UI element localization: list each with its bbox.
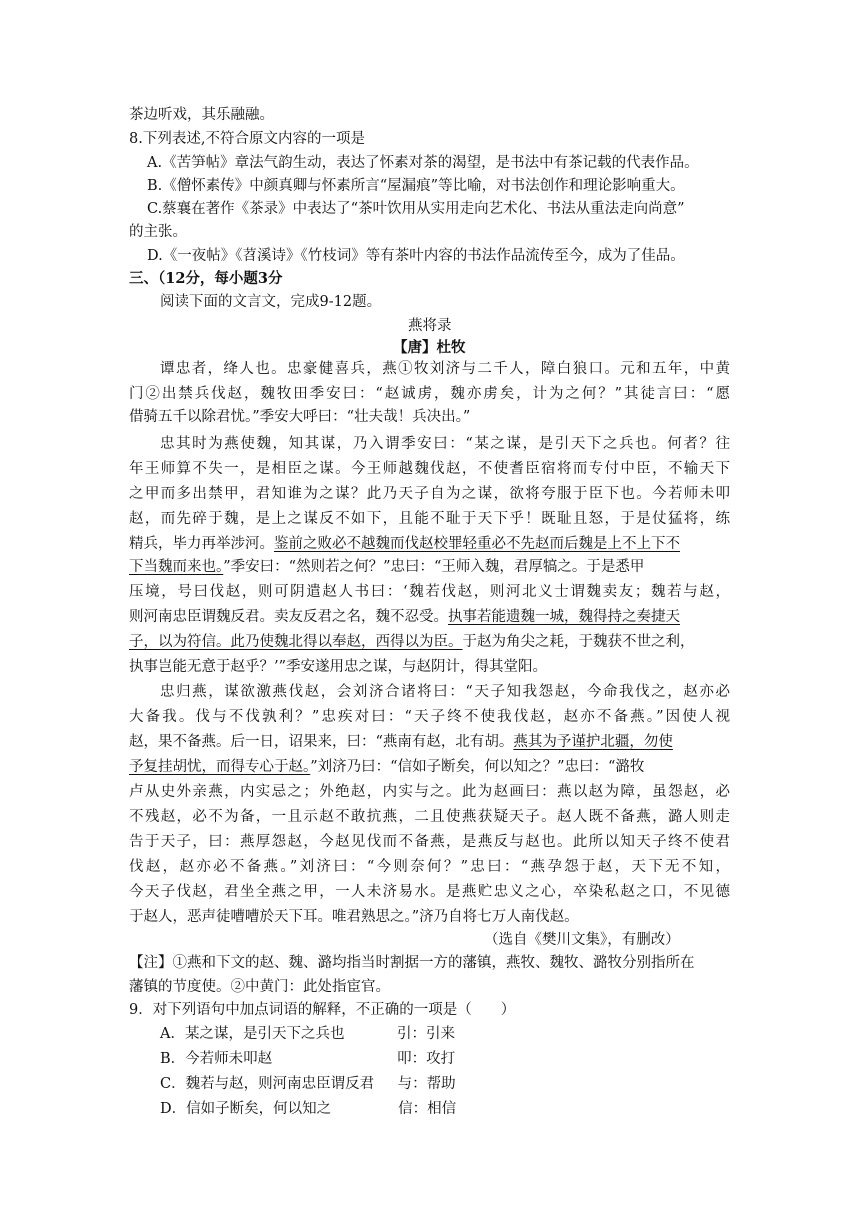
q9-option-d: [160, 1097, 456, 1121]
passage-p3-line7: 告于天子，曰：燕厚怨赵，今赵见伐而不备燕，是燕反与赵也。此所以知天子终不使君: [129, 834, 730, 850]
q8-option-d: D.《一夜帖》《苕溪诗》《竹枝词》等有茶叶内容的书法作品流传至今，成为了佳品。: [147, 248, 685, 264]
passage-p2-line8: [129, 605, 680, 629]
passage-p3-line6: 不残赵，必不为备，一且示赵不敢抗燕，二且使燕获疑天子。赵人既不备燕，潞人则走: [129, 809, 730, 825]
passage-p3-line1: 忠归燕，谋欲激燕伐赵，会刘济合诸将曰：“天子知我怨赵，今命我伐之，赵亦必: [160, 684, 730, 700]
passage-p2-line2: 年王师算不失一，是相臣之谋。今王师越魏伐赵，不使耆臣宿将而专付中臣，不输天下: [129, 461, 730, 477]
q9-option-gloss: 与：帮助: [397, 1076, 456, 1092]
q9-option-letter: A．: [160, 1026, 185, 1042]
underlined-sentence-1b: 下当魏而来也。: [129, 559, 224, 575]
section3-instruction: 阅读下面的文言文，完成9-12题。: [160, 294, 382, 310]
q8-option-b: B.《僧怀素传》中颜真卿与怀素所言“屋漏痕”等比喻，对书法创作和理论影响重大。: [147, 178, 685, 194]
q9-option-gloss: 引：引来: [396, 1026, 455, 1042]
passage-p2-line8-plain: 则河南忠臣谓魏反君。卖友反君之名，魏不忍受。: [129, 609, 448, 625]
notes-line2: 藩镇的节度使。②中黄门：此处指宦官。: [129, 979, 390, 995]
q9-option-c: [160, 1072, 456, 1096]
q9-option-sentence: 今若师未叩赵: [185, 1051, 273, 1067]
q9-option-a: [160, 1022, 455, 1046]
q9-option-gloss: 信：相信: [398, 1101, 457, 1117]
passage-p2-line7: 压境，号曰伐赵，则可阴遣赵人书曰：‘魏若伐赵，则河北义士谓魏卖友；魏若与赵，: [129, 584, 730, 600]
passage-p3-line8: 伐赵，赵亦必不备燕。”刘济曰：“今则奈何？”忠曰：“燕孕怨于赵，天下无不知，: [129, 859, 730, 875]
passage-p2-line5: [129, 532, 730, 556]
q9-option-sentence: 魏若与赵，则河南忠臣谓反君: [185, 1076, 375, 1092]
passage-p3-line4-plain: ”刘济乃曰：“信如子断矣，何以知之？”忠曰：“潞牧: [310, 759, 645, 775]
underlined-sentence-3b: 予复挂胡忧，而得专心于赵。: [129, 759, 311, 775]
passage-p3-line2: 大备我。伐与不伐孰利？”忠疾对曰：“天子终不使我伐赵，赵亦不备燕。”因使人视: [129, 709, 730, 725]
section3-heading: 三、（12分，每小题3分: [129, 270, 283, 287]
q9-option-gloss: 叩：攻打: [397, 1051, 456, 1067]
passage-p2-line9-plain: 于赵为角尖之耗，于魏获不世之利，: [462, 634, 695, 650]
passage-p1-line3: 借骑五千以除君忧。”季安大呼曰：“壮夫哉！兵决出。”: [129, 409, 471, 425]
passage-p2-line10: 执事岂能无意于赵乎？’”季安遂用忠之谋，与赵阴计，得其堂阳。: [129, 659, 548, 675]
q9-option-letter: B．: [160, 1051, 186, 1067]
passage-p3-line3-plain: 赵，果不备燕。后一日，诏果来，曰：“燕南有赵，北有胡。: [129, 734, 514, 750]
passage-p3-line10: 于赵人，恶声徒嘈嘈於天下耳。唯君熟思之。”济乃自将七万人南伐赵。: [129, 909, 579, 925]
q9-option-b: [160, 1047, 455, 1071]
intro-tail-text: 茶边听戏，其乐融融。: [129, 107, 274, 123]
passage-p2-line6: [129, 555, 730, 579]
passage-p2-line1: 忠其时为燕使魏，知其谋，乃入谓季安曰：“某之谋，是引天下之兵也。何者？往: [160, 436, 730, 452]
passage-p2-line4: 赵，而先碎于魏，是上之谋反不如下，且能不耻于天下乎！既耻且怒，于是仗猛将，练: [129, 511, 730, 527]
q8-option-c-line2: 的主张。: [129, 224, 187, 240]
underlined-sentence-2a: 执事若能遗魏一城，魏得持之奏捷天: [448, 609, 680, 625]
q9-option-sentence: 某之谋，是引天下之兵也: [184, 1026, 345, 1042]
passage-p2-line9: [129, 630, 695, 654]
underlined-sentence-1a: 鉴前之败必不越魏而伐赵校罪轻重必不先赵而后魏是上不上下不: [274, 536, 680, 552]
passage-p2-line5-plain: 精兵，毕力再举涉河。: [129, 536, 274, 552]
passage-p3-line9: 今天子伐赵，君坐全燕之甲，一人未济易水。是燕贮忠义之心，卒染私赵之口，不见德: [129, 884, 730, 900]
q9-stem: 9．对下列语句中加点词语的解释，不正确的一项是（ ）: [129, 1002, 516, 1018]
notes-line1: 【注】①燕和下文的赵、魏、潞均指当时割据一方的藩镇，燕牧、魏牧、潞牧分别指所在: [129, 955, 695, 971]
q9-option-letter: C．: [160, 1076, 186, 1092]
passage-p3-line4: [129, 755, 644, 779]
passage-p1-line1: 谭忠者，绛人也。忠豪健喜兵，燕①牧刘济与二千人，障白狼口。元和五年，中黄: [160, 361, 730, 377]
passage-title: 燕将录: [408, 318, 452, 334]
q8-option-a: A.《苦笋帖》章法气韵生动，表达了怀素对茶的渴望，是书法中有茶记载的代表作品。: [147, 155, 699, 171]
q8-option-c-line1: C.蔡襄在著作《茶录》中表达了“茶叶饮用从实用走向艺术化、书法从重法走向尚意”: [147, 201, 685, 217]
q9-option-sentence: 信如子断矣，何以知之: [186, 1101, 332, 1117]
passage-source: （选自《樊川文集》，有删改）: [484, 932, 680, 948]
q9-option-letter: D．: [160, 1101, 187, 1117]
passage-author: 【唐】杜牧: [393, 339, 466, 356]
underlined-sentence-2b: 子，以为符信。此乃使魏北得以奉赵，西得以为臣。: [129, 634, 463, 650]
underlined-sentence-3a: 燕其为予谨护北疆，勿使: [513, 734, 673, 750]
passage-p2-line6-plain: ”季安曰：“然则若之何？”忠曰：“王师入魏，君厚犒之。于是悉甲: [223, 559, 645, 575]
passage-p2-line3: 之甲而多出禁甲，君知谁为之谋？此乃天子自为之谋，欲将夸服于臣下也。今若师未叩: [129, 486, 730, 502]
q8-stem: 8.下列表述,不符合原文内容的一项是: [129, 131, 365, 147]
passage-p3-line3: [129, 730, 673, 754]
passage-p3-line5: 卢从史外亲燕，内实忌之；外绝赵，内实与之。此为赵画曰：燕以赵为障，虽怨赵，必: [129, 784, 730, 800]
passage-p1-line2: 门②出禁兵伐赵，魏牧田季安曰：“赵诚虏，魏亦虏矣，计为之何？”其徒言曰：“愿: [129, 386, 730, 402]
